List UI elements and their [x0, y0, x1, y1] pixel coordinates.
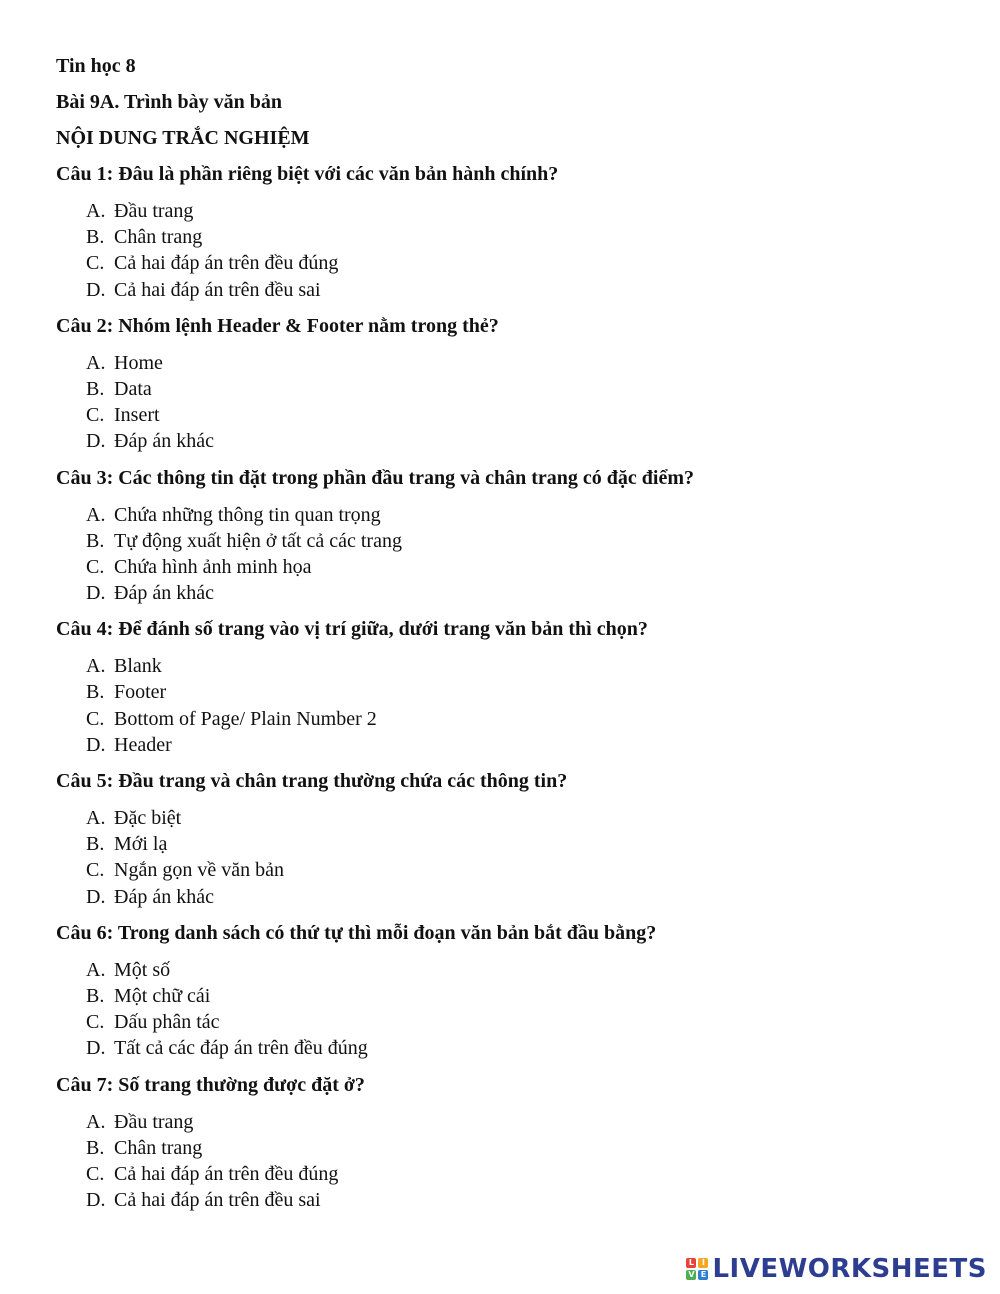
answer-option[interactable] — [86, 198, 956, 224]
option-text: Tự động xuất hiện ở tất cả các trang — [114, 529, 402, 552]
answer-options — [86, 805, 956, 910]
answer-option[interactable] — [86, 653, 956, 679]
question-1 — [56, 162, 956, 303]
option-text: Chân trang — [114, 1136, 203, 1159]
option-letter: D. — [86, 885, 106, 908]
option-letter: A. — [86, 958, 106, 981]
logo-mark-v: V — [688, 1270, 695, 1279]
option-letter: C. — [86, 859, 105, 882]
answer-options — [86, 350, 956, 455]
option-text: Một chữ cái — [114, 984, 211, 1007]
option-text: Mới lạ — [114, 833, 168, 856]
answer-option[interactable] — [86, 1109, 956, 1135]
option-letter: B. — [86, 833, 105, 856]
answer-option[interactable] — [86, 957, 956, 983]
logo-mark-icon — [686, 1258, 708, 1280]
option-letter: A. — [86, 200, 106, 222]
logo-text: LIVEWORKSHEETS — [712, 1254, 987, 1284]
answer-options — [86, 1109, 956, 1214]
option-text: Cả hai đáp án trên đều đúng — [114, 252, 339, 275]
option-text: Ngắn gọn về văn bản — [114, 859, 284, 882]
option-letter: D. — [86, 733, 106, 756]
answer-option[interactable] — [86, 402, 956, 428]
answer-options — [86, 198, 956, 303]
option-letter: A. — [86, 655, 106, 678]
option-letter: D. — [86, 1189, 106, 1212]
option-letter: B. — [86, 984, 105, 1007]
option-text: Một số — [114, 958, 171, 981]
option-text: Đầu trang — [114, 200, 194, 222]
logo-mark-i: I — [698, 1258, 708, 1268]
worksheet-page — [56, 54, 956, 1224]
option-text: Đáp án khác — [114, 885, 214, 908]
question-title: Câu 3: Các thông tin đặt trong phần đầu trang và chân trang có đặc điểm? — [56, 466, 695, 489]
option-letter: D. — [86, 582, 106, 605]
answer-option[interactable] — [86, 1135, 956, 1161]
answer-option[interactable] — [86, 679, 956, 705]
option-text: Cả hai đáp án trên đều đúng — [114, 1162, 339, 1185]
option-text: Footer — [114, 681, 167, 704]
question-list — [56, 162, 956, 1213]
question-4 — [56, 617, 956, 758]
option-text: Đặc biệt — [114, 807, 182, 829]
logo-mark-l: L — [686, 1258, 696, 1268]
option-text: Đáp án khác — [114, 582, 214, 605]
answer-option[interactable] — [86, 1161, 956, 1187]
question-title: Câu 6: Trong danh sách có thứ tự thì mỗi đoạn văn bản bắt đầu bằng? — [56, 921, 657, 944]
option-text: Chứa hình ảnh minh họa — [114, 555, 312, 578]
option-text: Blank — [114, 655, 162, 678]
option-letter: C. — [86, 252, 105, 275]
question-5 — [56, 769, 956, 910]
answer-option[interactable] — [86, 277, 956, 303]
option-letter: C. — [86, 1162, 105, 1185]
option-letter: A. — [86, 503, 106, 526]
option-letter: A. — [86, 807, 106, 829]
answer-option[interactable] — [86, 884, 956, 910]
option-text: Chứa những thông tin quan trọng — [114, 503, 381, 526]
answer-options — [86, 653, 956, 758]
liveworksheets-logo — [686, 1254, 987, 1284]
question-title: Câu 4: Để đánh số trang vào vị trí giữa, dưới trang văn bản thì chọn? — [56, 618, 648, 641]
option-text: Insert — [114, 404, 160, 427]
answer-option[interactable] — [86, 1187, 956, 1213]
question-title: Câu 7: Số trang thường được đặt ở? — [56, 1073, 365, 1096]
section-title: NỘI DUNG TRẮC NGHIỆM — [56, 127, 310, 149]
answer-option[interactable] — [86, 983, 956, 1009]
answer-option[interactable] — [86, 580, 956, 606]
answer-option[interactable] — [86, 1009, 956, 1035]
logo-mark-e: E — [698, 1270, 708, 1280]
question-title: Câu 2: Nhóm lệnh Header & Footer nằm trong thẻ? — [56, 314, 499, 337]
answer-option[interactable] — [86, 528, 956, 554]
answer-option[interactable] — [86, 805, 956, 831]
answer-option[interactable] — [86, 857, 956, 883]
option-letter: B. — [86, 1136, 105, 1159]
option-letter: C. — [86, 1011, 105, 1034]
option-text: Header — [114, 733, 172, 756]
answer-options — [86, 957, 956, 1062]
option-letter: B. — [86, 377, 105, 400]
option-text: Dấu phân tác — [114, 1011, 220, 1034]
answer-option[interactable] — [86, 1035, 956, 1061]
option-text: Đáp án khác — [114, 430, 214, 453]
option-text: Đầu trang — [114, 1110, 194, 1133]
answer-options — [86, 502, 956, 607]
option-letter: B. — [86, 529, 105, 552]
option-letter: D. — [86, 278, 106, 301]
option-text: Cả hai đáp án trên đều sai — [114, 278, 321, 301]
subject-heading: Tin học 8 — [56, 55, 136, 77]
option-text: Bottom of Page/ Plain Number 2 — [114, 707, 377, 730]
option-letter: C. — [86, 404, 105, 427]
option-letter: D. — [86, 1037, 106, 1060]
answer-option[interactable] — [86, 224, 956, 250]
answer-option[interactable] — [86, 831, 956, 857]
option-letter: C. — [86, 555, 105, 578]
answer-option[interactable] — [86, 732, 956, 758]
option-letter: B. — [86, 681, 105, 704]
question-title: Câu 1: Đâu là phần riêng biệt với các văn bản hành chính? — [56, 163, 559, 185]
option-text: Chân trang — [114, 226, 203, 249]
answer-option[interactable] — [86, 554, 956, 580]
answer-option[interactable] — [86, 428, 956, 454]
answer-option[interactable] — [86, 250, 956, 276]
question-title: Câu 5: Đầu trang và chân trang thường chứa các thông tin? — [56, 770, 568, 792]
option-text: Home — [114, 351, 163, 374]
option-letter: B. — [86, 226, 105, 249]
answer-option[interactable] — [86, 502, 956, 528]
question-7 — [56, 1073, 956, 1214]
question-3 — [56, 466, 956, 607]
answer-option[interactable] — [86, 376, 956, 402]
option-text: Data — [114, 377, 152, 400]
question-6 — [56, 921, 956, 1062]
option-letter: A. — [86, 1110, 106, 1133]
answer-option[interactable] — [86, 706, 956, 732]
option-text: Tất cả các đáp án trên đều đúng — [114, 1037, 368, 1060]
option-letter: D. — [86, 430, 106, 453]
option-text: Cả hai đáp án trên đều sai — [114, 1189, 321, 1212]
answer-option[interactable] — [86, 350, 956, 376]
option-letter: A. — [86, 351, 106, 374]
question-2 — [56, 314, 956, 455]
option-letter: C. — [86, 707, 105, 730]
lesson-title: Bài 9A. Trình bày văn bản — [56, 91, 283, 113]
